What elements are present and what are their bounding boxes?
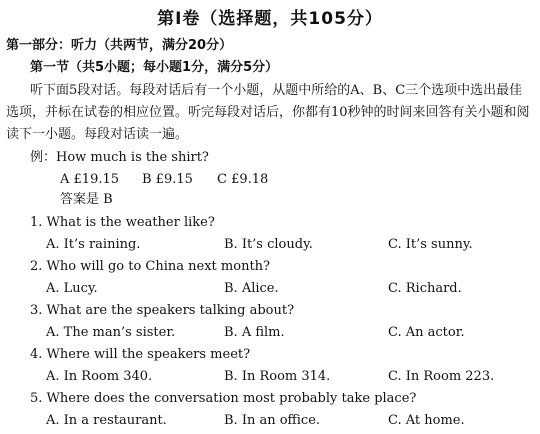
instructions-paragraph: 听下面5段对话。每段对话后有一个小题，从题中所给的A、B、C三个选项中选出最佳选项，并标在试卷的相应位置。听完每段对话后，你都有10秒钟的时间来回答有关小题和阅读下一小题。每段对话读一遍。	[6, 83, 530, 142]
question-3-option-a: A. The man’s sister.	[46, 325, 176, 340]
question-3-option-c: C. An actor.	[388, 325, 465, 340]
question-1-option-c: C. It’s sunny.	[388, 237, 473, 252]
question-2-option-a: A. Lucy.	[46, 281, 98, 296]
question-1: 1. What is the weather like?	[30, 215, 215, 230]
question-2-option-c: C. Richard.	[388, 281, 462, 296]
question-1-option-b: B. It’s cloudy.	[224, 237, 313, 252]
question-5: 5. Where does the conversation most probably take place?	[30, 391, 417, 406]
question-5-option-b: B. In an office.	[224, 413, 321, 428]
question-4-option-a: A. In Room 340.	[46, 369, 153, 384]
question-5-option-a: A. In a restaurant.	[46, 413, 167, 428]
part-heading: 第一部分：听力（共两节，满分20分）	[6, 38, 233, 53]
question-1-option-a: A. It’s raining.	[46, 237, 141, 252]
question-2: 2. Who will go to China next month?	[30, 259, 271, 274]
page-title: 第Ⅰ卷（选择题，共105分）	[157, 9, 383, 29]
example-option-b: B £9.15	[142, 172, 193, 187]
section-heading: 第一节（共5小题；每小题1分，满分5分）	[30, 60, 279, 75]
question-4: 4. Where will the speakers meet?	[30, 347, 251, 362]
question-3: 3. What are the speakers talking about?	[30, 303, 295, 318]
question-3-option-b: B. A film.	[224, 325, 285, 340]
example-answer: 答案是 B	[60, 192, 113, 207]
example-option-c: C £9.18	[217, 172, 269, 187]
example-question: 例：How much is the shirt?	[30, 150, 209, 165]
question-4-option-c: C. In Room 223.	[388, 369, 495, 384]
question-5-option-c: C. At home.	[388, 413, 465, 428]
example-option-a: A £19.15	[60, 172, 120, 187]
question-2-option-b: B. Alice.	[224, 281, 279, 296]
question-4-option-b: B. In Room 314.	[224, 369, 331, 384]
